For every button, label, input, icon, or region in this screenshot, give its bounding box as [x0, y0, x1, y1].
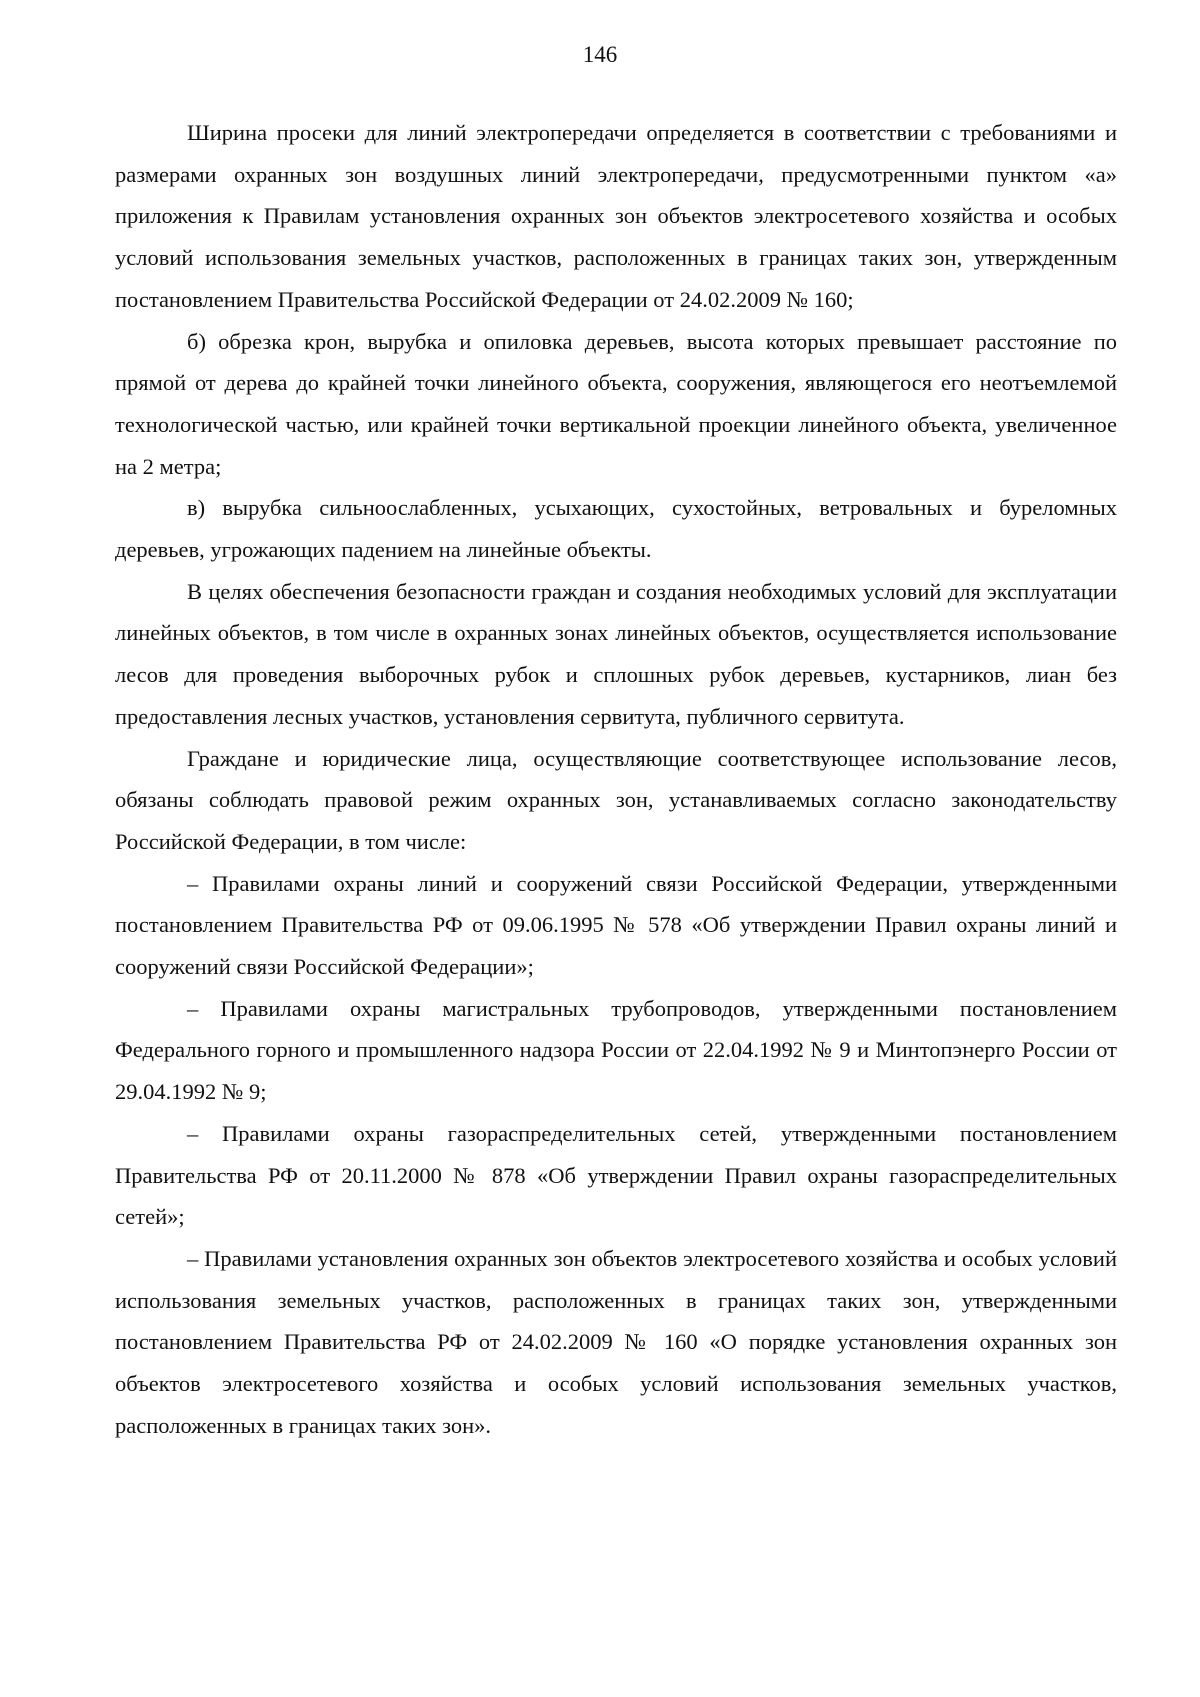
paragraph-clearing-width: Ширина просеки для линий электропередачи определяется в соответствии с требованиями и размерами охранных зон воздушных линий электропередачи, предусмотренными пунктом «а» приложения к Правилам установления охранных зон объектов электросетевого хозяйства и особых условий использования земельных участков, расположенных в границах таких зон, утвержденным постановлением Правительства Российской Федерации от 24.02.2009 № 160;: [115, 120, 1117, 312]
document-body: [115, 112, 1117, 1447]
paragraph-safety: В целях обеспечения безопасности граждан и создания необходимых условий для эксплуатации линейных объектов, в том числе в охранных зонах линейных объектов, осуществляется использование лесов для проведения выборочных рубок и сплошных рубок деревьев, кустарников, лиан без предоставления лесных участков, установления сервитута, публичного сервитута.: [115, 578, 1117, 729]
list-item-communication-rules: – Правилами охраны линий и сооружений связи Российской Федерации, утвержденными постановлением Правительства РФ от 09.06.1995 № 578 «Об утверждении Правил охраны линий и сооружений связи Российской Федерации»;: [115, 870, 1117, 980]
paragraph-item-b: б) обрезка крон, вырубка и опиловка деревьев, высота которых превышает расстояние по прямой от дерева до крайней точки линейного объекта, сооружения, являющегося его неотъемлемой технологической частью, или крайней точки вертикальной проекции линейного объекта, увеличенное на 2 метра;: [115, 328, 1117, 479]
list-item-gas-network-rules: – Правилами охраны газораспределительных сетей, утвержденными постановлением Правительства РФ от 20.11.2000 № 878 «Об утверждении Правил охраны газораспределительных сетей»;: [115, 1120, 1117, 1230]
list-item-pipeline-rules: – Правилами охраны магистральных трубопроводов, утвержденными постановлением Федерального горного и промышленного надзора России от 22.04.1992 № 9 и Минтопэнерго России от 29.04.1992 № 9;: [115, 995, 1117, 1105]
list-item-power-grid-rules: – Правилами установления охранных зон объектов электросетевого хозяйства и особых условий использования земельных участков, расположенных в границах таких зон, утвержденными постановлением Правительства РФ от 24.02.2009 № 160 «О порядке установления охранных зон объектов электросетевого хозяйства и особых условий использования земельных участков, расположенных в границах таких зон».: [115, 1245, 1117, 1438]
paragraph-item-v: в) вырубка сильноослабленных, усыхающих, сухостойных, ветровальных и буреломных деревьев, угрожающих падением на линейные объекты.: [115, 495, 1117, 563]
paragraph-obligations: Граждане и юридические лица, осуществляющие соответствующее использование лесов, обязаны соблюдать правовой режим охранных зон, устанавливаемых согласно законодательству Российской Федерации, в том числе:: [115, 745, 1117, 854]
page-number: 146: [582, 42, 618, 67]
